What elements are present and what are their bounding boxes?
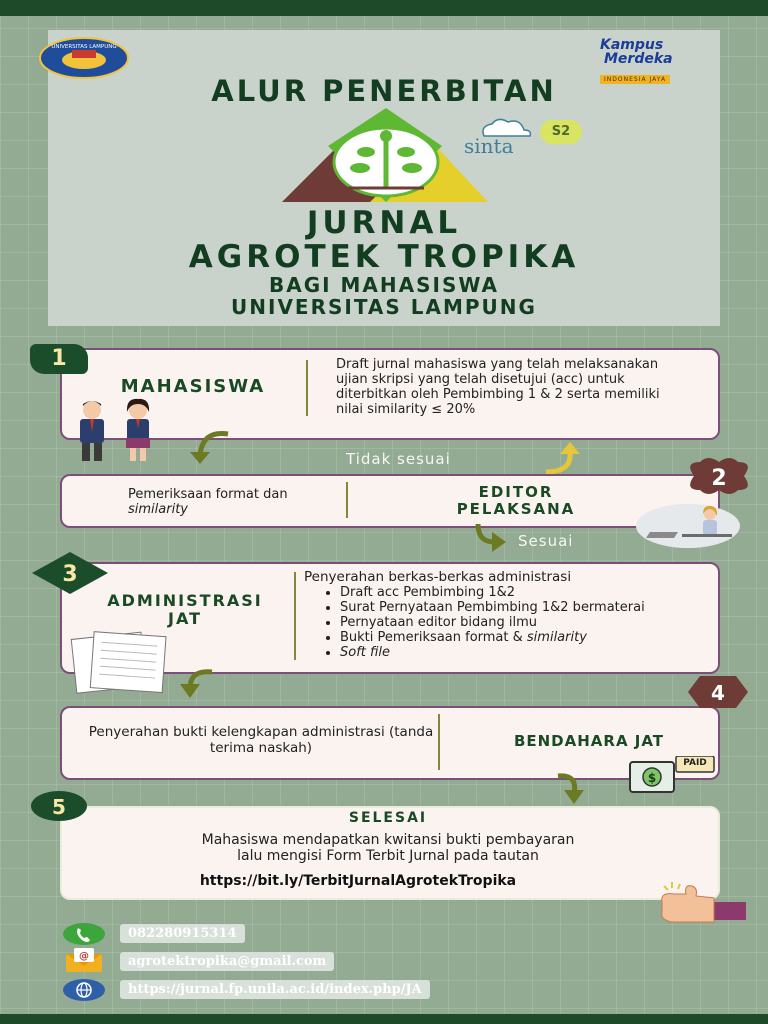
step5-description [60, 832, 716, 864]
step4-badge [688, 676, 748, 708]
svg-text:$: $ [647, 771, 657, 785]
sinta-logo-text: sinta [464, 134, 514, 158]
subtitle-line1: BAGI MAHASISWA [268, 273, 500, 297]
step4-label: BENDAHARA JAT [513, 732, 665, 750]
unila-logo-text: UNIVERSITAS LAMPUNG [51, 44, 117, 50]
flow-label-sesuai: Sesuai [518, 532, 574, 550]
step1-badge: 1 [30, 344, 88, 374]
curved-arrow-down-icon [188, 428, 232, 472]
step2-description [128, 487, 338, 517]
bottom-border [0, 1014, 768, 1024]
journal-name-line1: JURNAL [306, 205, 462, 241]
step1-label: MAHASISWA [120, 376, 266, 397]
step2-label-line2: PELAKSANA [456, 500, 576, 518]
curved-arrow-down-icon [474, 520, 508, 558]
step3-number: 3 [62, 562, 78, 587]
step3-intro: Penyerahan berkas-berkas administrasi [304, 569, 572, 585]
documents-illustration [66, 628, 176, 694]
step1-description: Draft jurnal mahasiswa yang telah melaksanakan ujian skripsi yang telah disetujui (acc) untuk diterbitkan oleh Pembimbing 1 & 2 serta memiliki nilai similarity ≤ 20% [336, 357, 660, 417]
phone-icon [62, 922, 106, 946]
list-item: • Draft acc Pembimbing 1&2 [340, 585, 714, 600]
list-item-text: Bukti Pemeriksaan format & [340, 630, 527, 645]
journal-logo [282, 106, 488, 206]
list-item [340, 630, 714, 645]
kampus-line2: Merdeka [604, 51, 673, 67]
step2-badge [684, 458, 754, 494]
step2-desc-text: Pemeriksaan format dan [128, 487, 288, 502]
form-link[interactable]: https://bit.ly/TerbitJurnalAgrotekTropika [199, 873, 517, 889]
editor-illustration [636, 504, 740, 548]
step5-desc-line2: lalu mengisi Form Terbit Jurnal pada tautan [237, 848, 539, 864]
step1-divider [306, 360, 308, 416]
curved-arrow-down-icon [554, 772, 590, 810]
paid-tag: PAID [683, 758, 707, 768]
students-illustration [66, 398, 166, 464]
list-item: • Surat Pernyataan Pembimbing 1&2 bermaterai [340, 600, 714, 615]
step4-number: 4 [711, 681, 725, 705]
website-url[interactable]: https://jurnal.fp.unila.ac.id/index.php/JA [120, 980, 430, 999]
step2-desc-em: similarity [128, 502, 188, 517]
journal-name [48, 206, 720, 274]
email-address[interactable]: agrotektropika@gmail.com [120, 952, 334, 971]
curved-arrow-down-icon [178, 666, 216, 704]
phone-number[interactable]: 082280915314 [120, 924, 245, 943]
step3-badge [32, 552, 108, 594]
thumbs-up-hand-icon [656, 882, 748, 928]
step5-desc-line1: Mahasiswa mendapatkan kwitansi bukti pembayaran [201, 832, 575, 848]
step3-requirements-list [304, 585, 714, 660]
step3-label-line2: JAT [167, 609, 202, 628]
globe-icon [62, 978, 106, 1002]
payment-icon [628, 756, 718, 796]
step3-divider [294, 572, 296, 660]
flow-label-tidak-sesuai: Tidak sesuai [346, 450, 451, 468]
list-item-em: similarity [526, 630, 587, 645]
journal-name-line2: AGROTEK TROPIKA [188, 239, 580, 275]
step3-label-line1: ADMINISTRASI [107, 591, 263, 610]
svg-text:@: @ [79, 951, 89, 962]
step2-label-line1: EDITOR [478, 483, 554, 501]
sinta-level-badge: S2 [540, 120, 582, 144]
step3-description [304, 570, 714, 660]
step3-label [80, 592, 290, 628]
step4-description: Penyerahan bukti kelengkapan administrasi (tanda terima naskah) [88, 724, 434, 756]
top-border [0, 0, 768, 16]
kampus-line1: Kampus [600, 37, 664, 53]
email-icon [62, 948, 106, 974]
subtitle-line2: UNIVERSITAS LAMPUNG [231, 295, 537, 319]
step2-number: 2 [711, 466, 727, 491]
audience-subtitle [48, 274, 720, 318]
list-item: • Soft file [340, 645, 714, 660]
step5-label: SELESAI [348, 810, 428, 826]
step4-divider [438, 714, 440, 770]
step2-divider [346, 482, 348, 518]
kampus-tag: INDONESIA JAYA [600, 75, 670, 84]
list-item: • Pernyataan editor bidang ilmu [340, 615, 714, 630]
step2-label [400, 484, 632, 518]
step5-number: 5 [52, 795, 66, 819]
page-title: ALUR PENERBITAN [211, 74, 557, 108]
